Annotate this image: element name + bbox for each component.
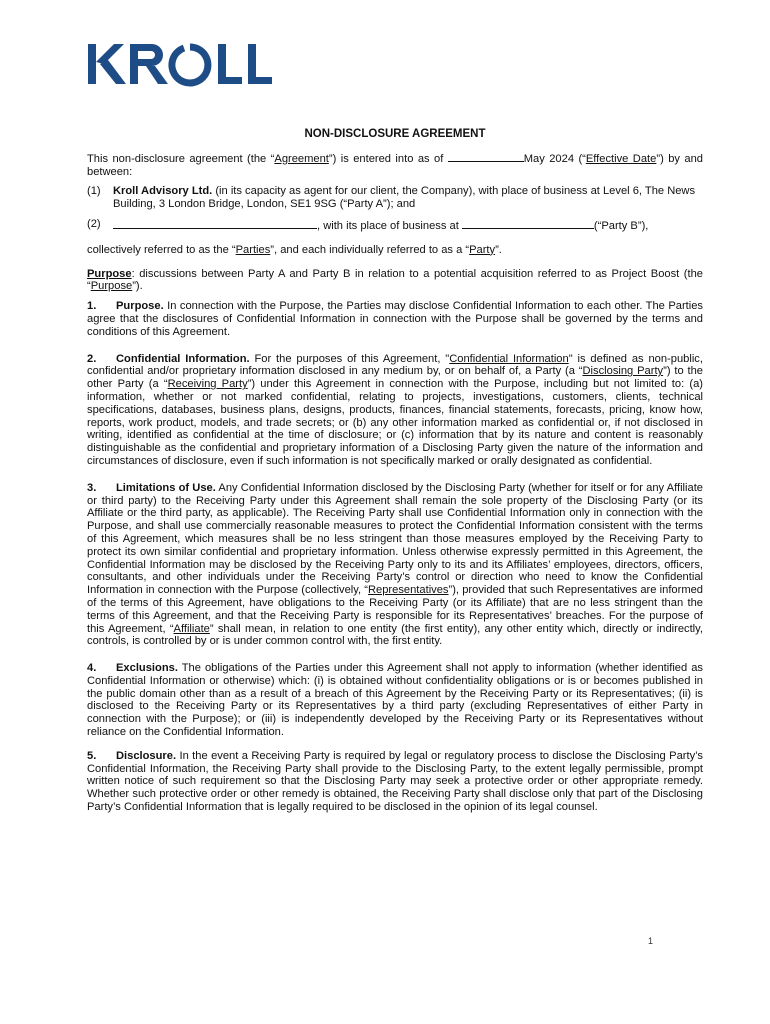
clause-1: 1. Purpose. In connection with the Purpose, the Parties may disclose Confidential Information to each other. The Parties agree that the disclosures of Confidential Information in connection with the Purpose shall be governed by the terms and conditions of this Agreement.	[87, 300, 703, 338]
party-b-address-blank	[462, 218, 594, 229]
kroll-logo	[86, 40, 282, 88]
clause-2: 2. Confidential Information. For the purposes of this Agreement, "Confidential Information" is defined as non-public, confidential and/or proprietary information disclosed in any medium by, or on behalf of, a Party (a “Disclosing Party”) to the other Party (a “Receiving Party”) under this Agreement in connection with the Purpose, including but not limited to: (a) information, whether or not marked confidential, relating to projects, investigations, customers, clients, technical specifications, databases, business plans, designs, products, finances, financial statements, forecasts, pricing, know how, reports, work product, models, and trade secrets; or (b) any other information marked as confidential or, if not disclosed in writing, identified as confidential at the time of disclosure; or (c) information that by its nature and content is reasonably distinguishable as the confidential and proprietary information of a Disclosing Party given the nature of the information and circumstances of disclosure, even if such information is not specifically marked or orally designated as confidential.	[87, 352, 704, 467]
purpose-definition: Purpose: discussions between Party A and Party B in relation to a potential acquisition referred to as Project Boost (the “Purpose”).	[87, 267, 703, 293]
agreement-body	[87, 128, 703, 814]
date-blank	[448, 151, 524, 162]
party-b-name-blank	[113, 218, 317, 229]
party-a-item: (1) Kroll Advisory Ltd. (in its capacity as agent for our client, the Company), with place of business at Level 6, The News Building, 3 London Bridge, London, SE1 9SG (“Party A”); and	[87, 185, 696, 211]
document-title: NON-DISCLOSURE AGREEMENT	[304, 128, 486, 140]
clause-3: 3. Limitations of Use. Any Confidential Information disclosed by the Disclosing Party (whether for itself or for any Affiliate or third party) to the Receiving Party under this Agreement shall remain the sole property of the Disclosing Party (or its Affiliate or the third party, as applicable). The Receiving Party shall use Confidential Information only in connection with the Purpose, and shall use commercially reasonable measures to protect the Confidential Information consistent with the terms of this Agreement, which measures shall be no less stringent than those measures employed by the Receiving Party to protect its own similar confidential and proprietary information. Unless otherwise expressly permitted in this Agreement, the Confidential Information may be disclosed by the Receiving Party only to its and its Affiliates’ employees, directors, officers, consultants, and other individuals under the Receiving Party’s control or direction who need to know the Confidential Information in connection with the Purpose (collectively, “Representatives”), provided that such Representatives are informed of the terms of this Agreement, have obligations to the Receiving Party (or its Affiliate) that are no less stringent than the terms of this Agreement, and that the Receiving Party is responsible for its Representatives’ breaches. For the purpose of this Agreement, “Affiliate” shall mean, in relation to one entity (the first entity), any other entity which, directly or indirectly, controls, is controlled by or is under common control with, the first entity.	[87, 481, 703, 648]
intro-paragraph: This non-disclosure agreement (the “Agreement”) is entered into as of May 2024 (“Effective Date”) by and between:	[87, 152, 703, 178]
party-b-item: (2) , with its place of business at (“Party B”),	[87, 217, 649, 232]
clause-4: 4. Exclusions. The obligations of the Parties under this Agreement shall not apply to information (whether identified as Confidential Information or otherwise) which: (i) is obtained without confidentiality obligations or is or becomes published in the public domain other than as a result of a breach of this Agreement by the Receiving Party or its Representatives; (ii) is disclosed to the Receiving Party or its Representatives by a third party (excluding Representatives of either Party in connection with the Purpose); or (iii) is independently developed by the Receiving Party or its Representatives without reliance on the Confidential Information.	[87, 662, 703, 739]
page-number: 1	[648, 936, 654, 946]
clause-5: 5. Disclosure. In the event a Receiving Party is required by legal or regulatory process to disclose the Disclosing Party’s Confidential Information, the Receiving Party shall provide to the Disclosing Party, to the extent legally permissible, prompt written notice of such requirement so that the Disclosing Party may seek a protective order or other appropriate remedy. Whether such protective order or other remedy is obtained, the Receiving Party shall disclose only that part of the Disclosing Party’s Confidential Information that is legally required to be disclosed in the opinion of its legal counsel.	[87, 749, 703, 814]
collective-definition: collectively referred to as the “Parties”, and each individually referred to as a “Party”.	[87, 243, 502, 256]
